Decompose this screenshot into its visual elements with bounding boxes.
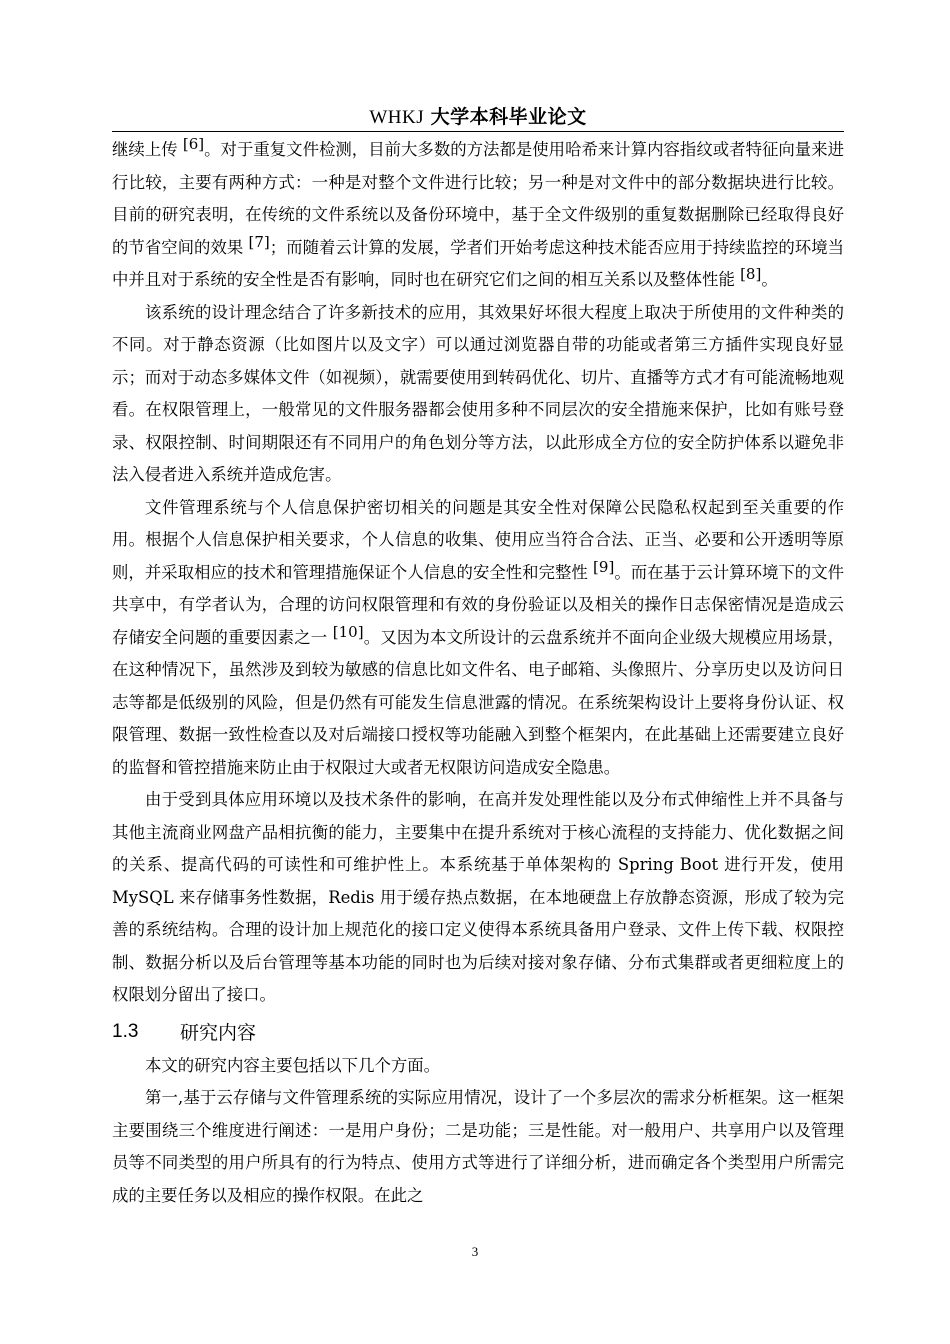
citation-ref: [6] xyxy=(182,135,205,153)
paragraph-text: 。 xyxy=(761,270,778,289)
paragraph-text: 继续上传 xyxy=(112,140,183,159)
citation-ref: [10] xyxy=(332,622,364,641)
paragraph-6: 第一,基于云存储与文件管理系统的实际应用情况，设计了一个多层次的需求分析框架。这一框架主要围绕三个维度进行阐述：一是用户身份；二是功能；三是性能。对一般用户、共享用户以及管理员等不同类型的用户所具有的行为特点、使用方式等进行了详细分析，进而确定各个类型用户所需完成的主要任务以及相应的操作权限。在此之 xyxy=(112,1088,844,1205)
citation-ref: [9] xyxy=(593,557,615,576)
paragraph-3 xyxy=(112,492,844,785)
paragraph-text: 文件管理系统与个人信息保护密切相关的问题是其安全性对保障公民隐私权起到至关重要的作用。根据个人信息保护相关要求，个人信息的收集、使用应当符合合法、正当、必要和公开透明等原则，并采取相应的技术和管理措施保证个人信息的安全性和完整性 xyxy=(112,497,844,582)
paragraph-5: 本文的研究内容主要包括以下几个方面。 xyxy=(145,1055,441,1075)
section-number: 1.3 xyxy=(112,1020,139,1042)
section-heading xyxy=(112,1014,844,1050)
header-title: 大学本科毕业论文 xyxy=(430,106,587,128)
page-number: 3 xyxy=(471,1244,479,1259)
paragraph-text: ；而随着云计算的发展，学者们开始考虑这种技术能否应用于持续监控的环境当中并且对于系统的安全性是否有影响，同时也在研究它们之间的相互关系以及整体性能 xyxy=(112,237,845,289)
header-rule xyxy=(112,131,844,132)
paragraph-text: 。对于重复文件检测，目前大多数的方法都是使用哈希来计算内容指纹或者特征向量来进行比较，主要有两种方式：一种是对整个文件进行比较；另一种是对文件中的部分数据块进行比较。目前的研究表明，在传统的文件系统以及备份环境中，基于全文件级别的重复数据删除已经取得良好的节省空间的效果 xyxy=(112,140,844,257)
header-latin: WHKJ xyxy=(369,107,425,128)
paragraph-1 xyxy=(112,134,844,297)
citation-ref: [8] xyxy=(740,265,762,283)
paragraph-text: 。而在基于云计算环境下的文件共享中，有学者认为，合理的访问权限管理和有效的身份验证以及相关的操作日志保密情况是造成云存储安全问题的重要因素之一 xyxy=(112,562,844,647)
paragraph-text: 由于受到具体应用环境以及技术条件的影响，在高并发处理性能以及分布式伸缩性上并不具备与其他主流商业网盘产品相抗衡的能力，主要集中在提升系统对于核心流程的支持能力、优化数据之间的关系、提高代码的可读性和可维护性上。本系统基于单体架构的 Spring Boot 进行开发，使用 MySQL 来存储事务性数据，Redis 用于缓存热点数据，在本地硬盘上存放静态资源，形成了较为完善的系统结构。合理的设计加上规范化的接口定义使得本系统具备用户登录、文件上传下载、权限控制、数据分析以及后台管理等基本功能的同时也为后续对接对象存储、分布式集群或者更细粒度上的权限划分留出了接口。 xyxy=(112,790,844,1004)
paragraph-2 xyxy=(112,297,844,492)
body-text xyxy=(112,134,844,1212)
page-header xyxy=(112,102,844,129)
paragraph-4 xyxy=(112,784,844,1012)
paragraph-text: 该系统的设计理念结合了许多新技术的应用，其效果好坏很大程度上取决于所使用的文件种类的不同。对于静态资源（比如图片以及文字）可以通过浏览器自带的功能或者第三方插件实现良好显示；而对于动态多媒体文件（如视频），就需要使用到转码优化、切片、直播等方式才有可能流畅地观看。在权限管理上，一般常见的文件服务器都会使用多种不同层次的安全措施来保护，比如有账号登录、权限控制、时间期限还有不同用户的角色划分等方法，以此形成全方位的安全防护体系以避免非法入侵者进入系统并造成危害。 xyxy=(112,302,844,484)
citation-ref: [7] xyxy=(248,232,270,251)
paragraph-text: 。又因为本文所设计的云盘系统并不面向企业级大规模应用场景，在这种情况下，虽然涉及到较为敏感的信息比如文件名、电子邮箱、头像照片、分享历史以及访问日志等都是低级别的风险，但是仍然有可能发生信息泄露的情况。在系统架构设计上要将身份认证、权限管理、数据一致性检查以及对后端接口授权等功能融入到整个框架内，在此基础上还需要建立良好的监督和管控措施来防止由于权限过大或者无权限访问造成安全隐患。 xyxy=(112,627,844,777)
section-title: 研究内容 xyxy=(180,1022,257,1044)
